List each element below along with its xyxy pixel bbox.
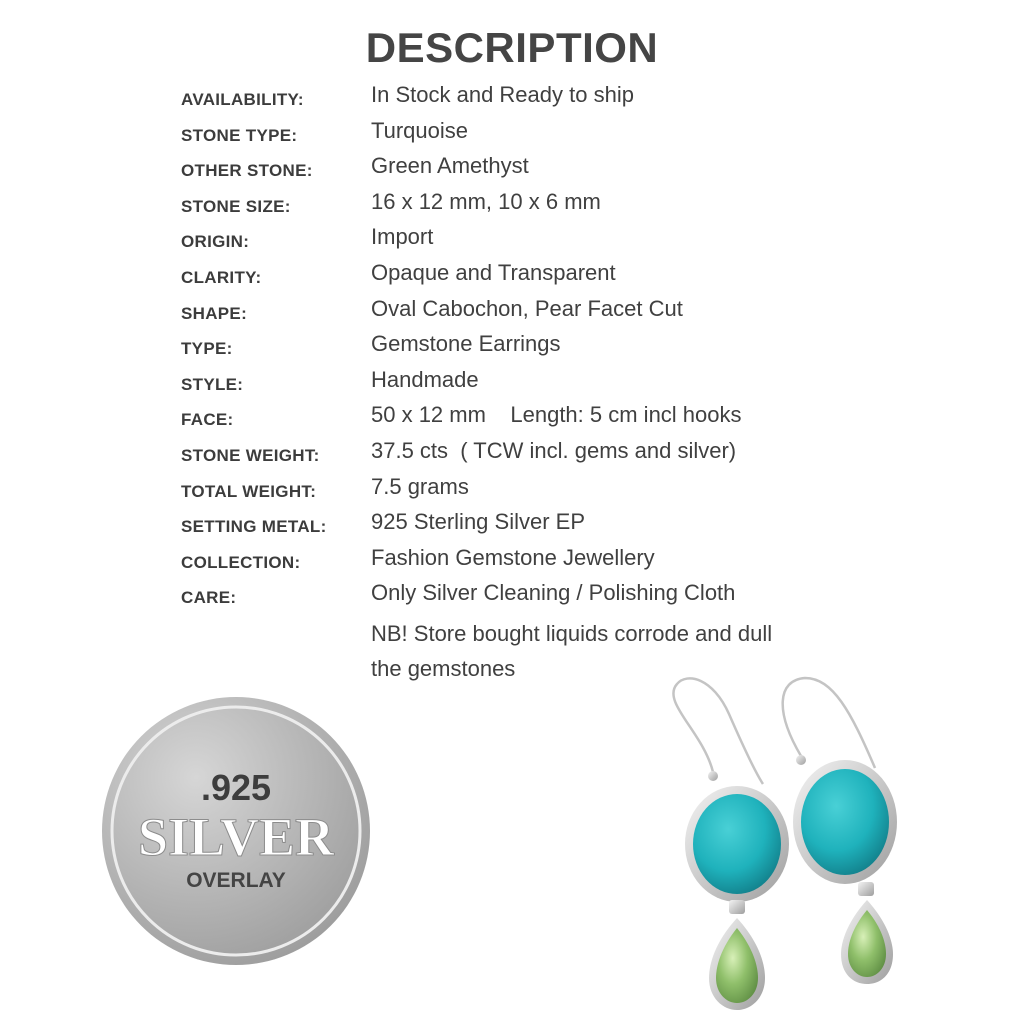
left-earring xyxy=(673,678,789,1010)
spec-value: Fashion Gemstone Jewellery xyxy=(371,544,655,570)
spec-value: Import xyxy=(371,224,434,250)
spec-row-style xyxy=(181,365,881,401)
spec-row-clarity xyxy=(181,258,881,294)
page-title: DESCRIPTION xyxy=(365,24,659,71)
badge-purity: .925 xyxy=(200,767,272,808)
earrings-product-image xyxy=(655,672,925,1017)
spec-value: 37.5 cts ( TCW incl. gems and silver) xyxy=(371,437,737,463)
spec-row-collection xyxy=(181,543,881,579)
spec-value: In Stock and Ready to ship xyxy=(371,82,634,107)
spec-label: STONE TYPE: xyxy=(181,125,298,145)
spec-row-care xyxy=(181,578,881,614)
spec-row-stone-weight xyxy=(181,436,881,472)
spec-label: CARE: xyxy=(181,588,237,608)
spec-label: FACE: xyxy=(181,410,234,430)
spec-value: Oval Cabochon, Pear Facet Cut xyxy=(371,295,683,321)
spec-row-setting-metal xyxy=(181,507,881,543)
spec-row-other-stone xyxy=(181,151,881,187)
spec-row-total-weight xyxy=(181,472,881,508)
care-note-line: the gemstones xyxy=(371,656,516,681)
spec-label: STONE SIZE: xyxy=(181,196,291,216)
spec-value: 925 Sterling Silver EP xyxy=(371,509,585,535)
spec-value: Green Amethyst xyxy=(371,153,529,179)
spec-row-availability xyxy=(181,80,881,116)
spec-label: STONE WEIGHT: xyxy=(181,445,320,465)
spec-label: SETTING METAL: xyxy=(181,517,327,537)
spec-row-shape xyxy=(181,294,881,330)
silver-overlay-badge xyxy=(100,695,372,967)
right-earring xyxy=(783,678,897,984)
spec-label: STYLE: xyxy=(181,374,244,394)
spec-row-stone-type xyxy=(181,116,881,152)
spec-label: TOTAL WEIGHT: xyxy=(181,481,317,501)
spec-label: OTHER STONE: xyxy=(181,161,313,181)
spec-row-type xyxy=(181,329,881,365)
spec-label: ORIGIN: xyxy=(181,232,250,252)
spec-value: Gemstone Earrings xyxy=(371,331,561,357)
spec-label: COLLECTION: xyxy=(181,552,301,572)
spec-value: Handmade xyxy=(371,366,479,392)
badge-metal: SILVER xyxy=(137,807,335,867)
spec-value: 7.5 grams xyxy=(371,473,469,499)
spec-row-origin xyxy=(181,222,881,258)
spec-row-face xyxy=(181,400,881,436)
spec-label: CLARITY: xyxy=(181,267,262,287)
spec-value: 16 x 12 mm, 10 x 6 mm xyxy=(371,188,601,214)
spec-label: TYPE: xyxy=(181,339,233,359)
care-note-line: NB! Store bought liquids corrode and dull xyxy=(371,621,773,646)
spec-list xyxy=(181,80,881,614)
spec-label: AVAILABILITY: xyxy=(181,90,304,109)
badge-finish: OVERLAY xyxy=(186,869,286,892)
spec-value: 50 x 12 mm Length: 5 cm incl hooks xyxy=(371,402,742,428)
spec-value: Only Silver Cleaning / Polishing Cloth xyxy=(371,580,736,606)
spec-row-stone-size xyxy=(181,187,881,223)
spec-value: Opaque and Transparent xyxy=(371,259,616,285)
spec-value: Turquoise xyxy=(371,117,469,143)
spec-label: SHAPE: xyxy=(181,303,248,323)
